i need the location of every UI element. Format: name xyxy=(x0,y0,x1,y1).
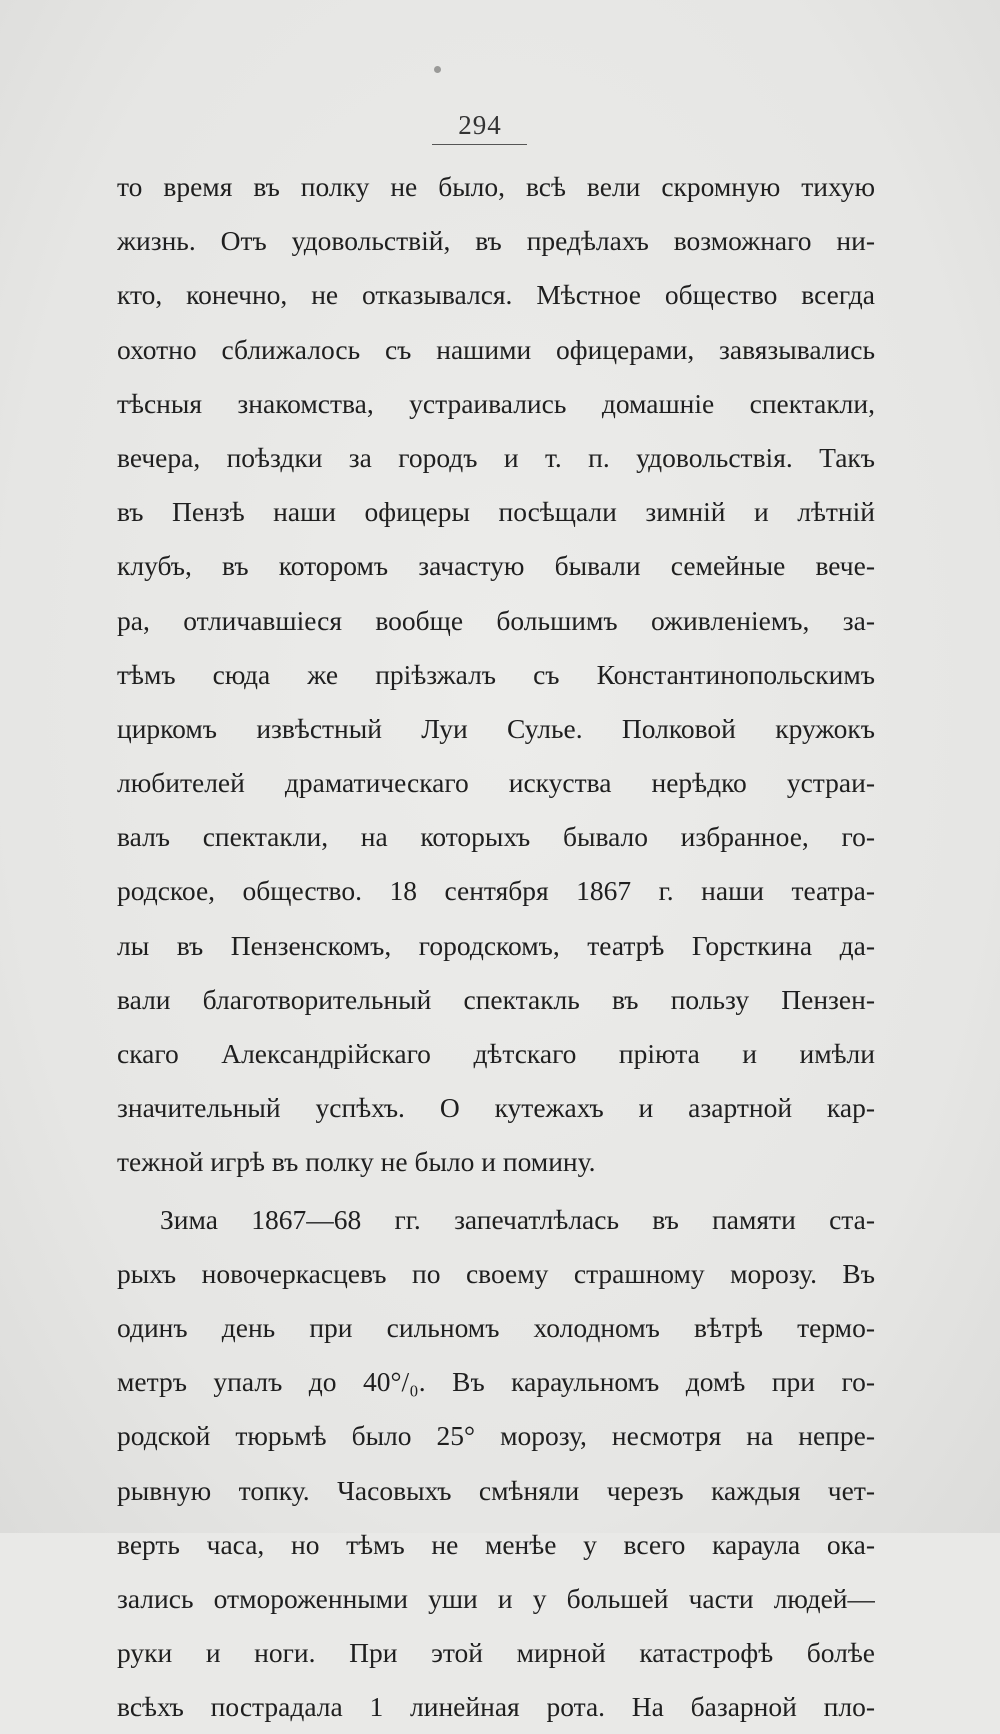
text-line: валъ спектакли, на которыхъ бывало избранное, го- xyxy=(117,821,875,853)
text-line: всѣхъ пострадала 1 линейная рота. На базарной пло- xyxy=(117,1691,875,1723)
text-line: вали благотворительный спектакль въ пользу Пензен- xyxy=(117,983,875,1015)
text-line: вечера, поѣздки за городъ и т. п. удовольствія. Такъ xyxy=(117,441,875,473)
text-line: рыхъ новочеркасцевъ по своему страшному морозу. Въ xyxy=(117,1257,875,1289)
ink-dot xyxy=(434,66,441,73)
text-line: циркомъ извѣстный Луи Сулье. Полковой кружокъ xyxy=(117,712,875,744)
text-line: тѣмъ сюда же пріѣзжалъ съ Константинопольскимъ xyxy=(117,658,875,690)
text-line: руки и ноги. При этой мирной катастрофѣ болѣе xyxy=(117,1637,875,1669)
text-line: охотно сближалось съ нашими офицерами, завязывались xyxy=(117,333,875,365)
text-line: кто, конечно, не отказывался. Мѣстное общество всегда xyxy=(117,279,875,311)
text-line: родской тюрьмѣ было 25° морозу, несмотря на непре- xyxy=(117,1420,875,1452)
text-line: лы въ Пензенскомъ, городскомъ, театрѣ Горсткина да- xyxy=(117,929,875,961)
text-line: Зима 1867—68 гг. запечатлѣлась въ памяти ста- xyxy=(160,1203,875,1235)
text-line: верть часа, но тѣмъ не менѣе у всего караула ока- xyxy=(117,1528,875,1560)
page-number: 294 xyxy=(458,110,502,140)
text-line: одинъ день при сильномъ холодномъ вѣтрѣ термо- xyxy=(117,1311,875,1343)
text-line: въ Пензѣ наши офицеры посѣщали зимній и лѣтній xyxy=(117,496,875,528)
text-line: скаго Александрійскаго дѣтскаго пріюта и имѣли xyxy=(117,1038,875,1069)
text-line: метръ упалъ до 40°/₀. Въ караульномъ домѣ при го- xyxy=(117,1366,875,1398)
page-number-rule xyxy=(432,144,527,145)
text-line: значительный успѣхъ. О кутежахъ и азартной кар- xyxy=(117,1092,875,1124)
text-line: любителей драматическаго искуства нерѣдко устраи- xyxy=(117,767,875,799)
text-line: зались отмороженными уши и у большей части людей— xyxy=(117,1582,875,1614)
text-line: рывную топку. Часовыхъ смѣняли черезъ каждыя чет- xyxy=(117,1474,875,1506)
text-line: ра, отличавшіеся вообще большимъ оживленіемъ, за- xyxy=(117,604,875,636)
text-line: тежной игрѣ въ полку не было и помину. xyxy=(117,1146,596,1178)
text-line: тѣсныя знакомства, устраивались домашніе спектакли, xyxy=(117,387,875,419)
text-line: то время въ полку не было, всѣ вели скромную тихую xyxy=(117,171,875,202)
text-line: клубъ, въ которомъ зачастую бывали семейные вече- xyxy=(117,550,875,582)
body-text xyxy=(117,160,875,1734)
text-line: родское, общество. 18 сентября 1867 г. наши театра- xyxy=(117,875,875,907)
text-line: жизнь. Отъ удовольствій, въ предѣлахъ возможнаго ни- xyxy=(117,225,875,257)
